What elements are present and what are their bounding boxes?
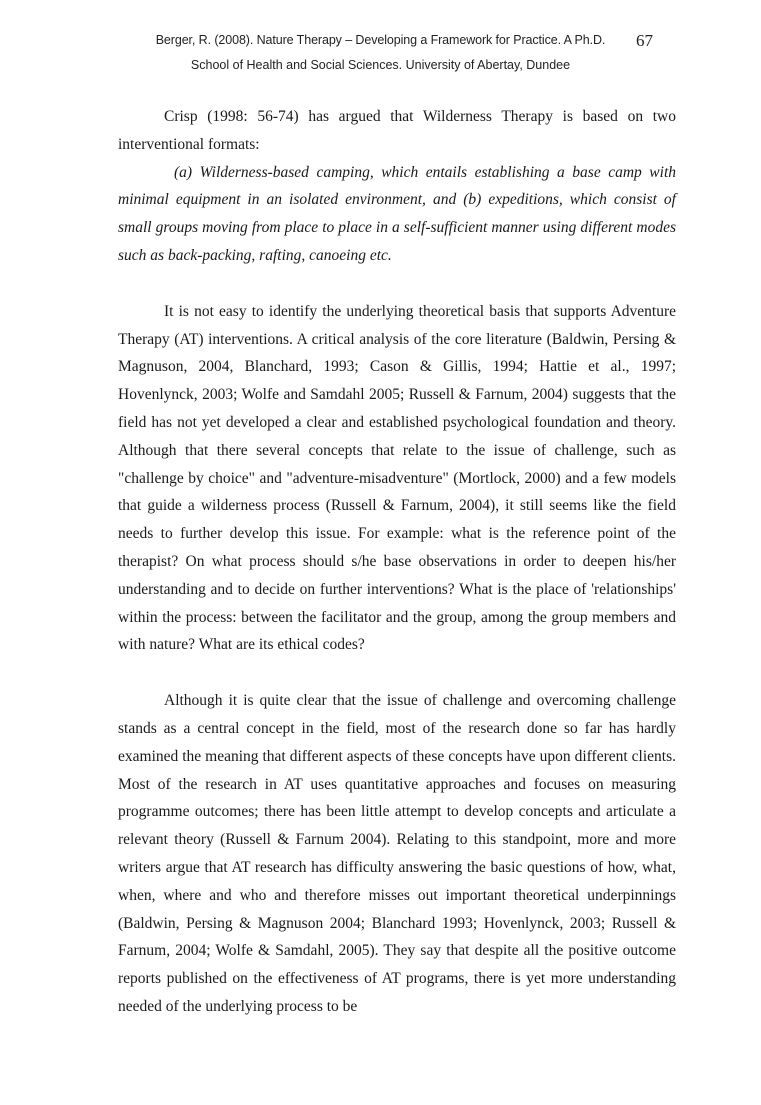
page-number: 67	[636, 31, 653, 50]
block-quote: (a) Wilderness-based camping, which entails establishing a base camp with minimal equipment in an isolated environment, and (b) expeditions, which consist of small groups moving from place to place in a self-sufficient manner using different modes such as back-packing, rafting, canoeing etc.	[118, 163, 676, 264]
header-citation: Berger, R. (2008). Nature Therapy – Developing a Framework for Practice. A Ph.D.	[155, 33, 606, 47]
header-institution: School of Health and Social Sciences. University of Abertay, Dundee	[190, 58, 571, 72]
paragraph-research: Although it is quite clear that the issue of challenge and overcoming challenge stands as a central concept in the field, most of the research done so far has hardly examined the meaning that different aspects of these concepts have upon different clients. Most of the research in AT uses quantitative approaches and focuses on measuring programme outcomes; there has been little attempt to develop concepts and articulate a relevant theory (Russell & Farnum 2004). Relating to this standpoint, more and more writers argue that AT research has difficulty answering the basic questions of how, what, when, where and who and therefore misses out important theoretical underpinnings (Baldwin, Persing & Magnuson 2004; Blanchard 1993; Hovenlynck, 2003; Russell & Farnum, 2004; Wolfe & Samdahl, 2005). They say that despite all the positive outcome reports published on the effectiveness of AT programs, there is yet more understanding needed of the underlying process to be	[118, 692, 676, 1015]
paragraph-intro: Crisp (1998: 56-74) has argued that Wilderness Therapy is based on two interventional formats:	[118, 108, 676, 153]
paragraph-spacer	[118, 659, 676, 687]
paragraph-theory: It is not easy to identify the underlying theoretical basis that supports Adventure Therapy (AT) interventions. A critical analysis of the core literature (Baldwin, Persing & Magnuson, 2004, Blanchard, 1993; Cason & Gillis, 1994; Hattie et al., 1997; Hovenlynck, 2003; Wolfe and Samdahl 2005; Russell & Farnum, 2004) suggests that the field has not yet developed a clear and established psychological foundation and theory. Although that there several concepts that relate to the issue of challenge, such as "challenge by choice" and "adventure-misadventure" (Mortlock, 2000) and a few models that guide a wilderness process (Russell & Farnum, 2004), it still seems like the field needs to further develop this issue. For example: what is the reference point of the therapist? On what process should s/he base observations in order to deepen his/her understanding and to decide on further interventions? What is the place of 'relationships' within the process: between the facilitator and the group, among the group members and with nature? What are its ethical codes?	[118, 302, 676, 654]
page-body	[118, 103, 676, 1021]
paragraph-spacer	[118, 270, 676, 298]
